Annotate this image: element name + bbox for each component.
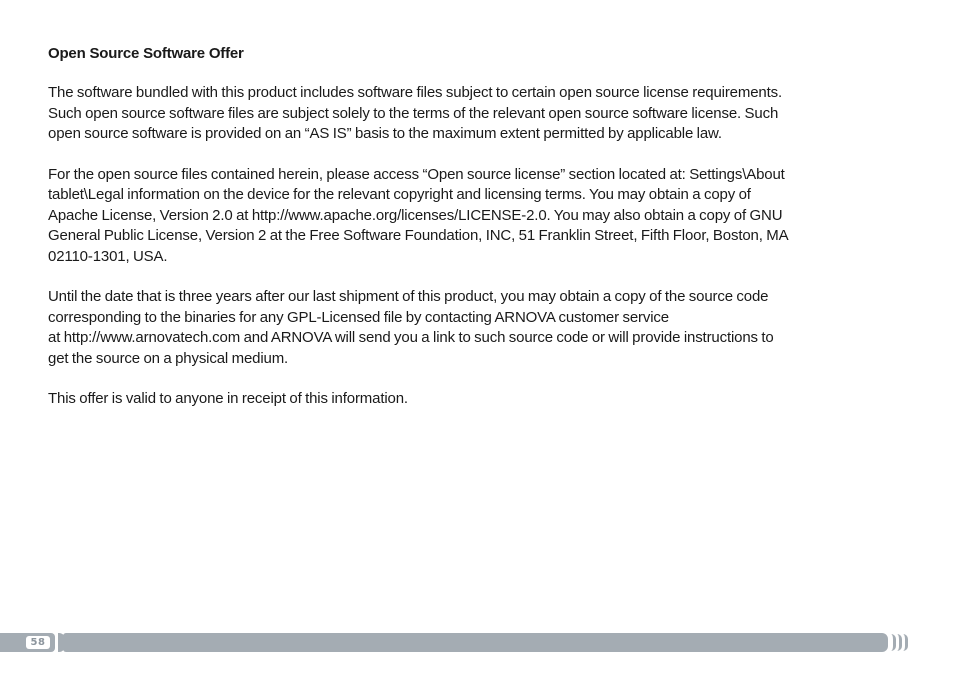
text-line: The software bundled with this product includes software files subject to certain open source license requirements. — [48, 84, 782, 101]
page-number-tab — [0, 633, 55, 652]
paragraph-license-access — [48, 165, 888, 268]
text-line: Until the date that is three years after our last shipment of this product, you may obtain a copy of the source code — [48, 288, 769, 305]
paragraph-source-code-offer — [48, 287, 888, 369]
section-heading: Open Source Software Offer — [48, 45, 244, 62]
page-number: 58 — [26, 636, 50, 649]
chevron-right-icon — [903, 634, 908, 651]
text-line: Apache License, Version 2.0 at http://www.apache.org/licenses/LICENSE-2.0. You may also obtain a copy of GNU — [48, 206, 783, 224]
text-line: Such open source software files are subject solely to the terms of the relevant open source software license. Such — [48, 104, 779, 122]
page-footer — [0, 633, 954, 652]
chevron-right-icon — [891, 634, 896, 651]
text-line: get the source on a physical medium. — [48, 349, 289, 367]
text-line: at http://www.arnovatech.com and ARNOVA will send you a link to such source code or will provide instructions to — [48, 329, 774, 346]
paragraph-validity — [48, 389, 888, 410]
text-line: tablet\Legal information on the device for the relevant copyright and licensing terms. You may obtain a copy of — [48, 186, 751, 203]
paragraph-license-terms — [48, 83, 888, 145]
text-line: corresponding to the binaries for any GPL-Licensed file by contacting ARNOVA customer service — [48, 308, 669, 326]
document-body — [48, 44, 888, 430]
text-line: This offer is valid to anyone in receipt of this information. — [48, 390, 408, 407]
chevron-right-icon — [897, 634, 902, 651]
text-line: open source software is provided on an “AS IS” basis to the maximum extent permitted by applicable law. — [48, 125, 722, 142]
footer-bar — [63, 633, 888, 652]
text-line: General Public License, Version 2 at the Free Software Foundation, INC, 51 Franklin Street, Fifth Floor, Boston, MA — [48, 227, 789, 244]
text-line: 02110-1301, USA. — [48, 247, 168, 265]
text-line: For the open source files contained herein, please access “Open source license” section located at: Settings\About — [48, 165, 785, 183]
